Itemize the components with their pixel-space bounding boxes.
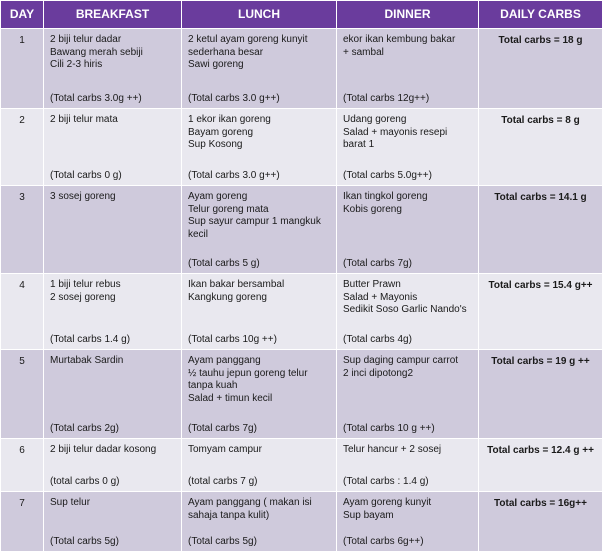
- breakfast-total-carbs: (Total carbs 3.0g ++): [50, 93, 177, 106]
- dinner-cell: [337, 439, 479, 492]
- lunch-total-carbs: (Total carbs 10g ++): [188, 334, 332, 347]
- lunch-total-carbs: (total carbs 7 g): [188, 476, 332, 489]
- table-row: [1, 109, 602, 186]
- breakfast-cell: [44, 29, 182, 109]
- breakfast-items: 3 sosej goreng: [50, 191, 177, 204]
- table-row: [1, 439, 602, 492]
- lunch-content: [188, 355, 332, 435]
- breakfast-items: Murtabak Sardin: [50, 355, 177, 368]
- breakfast-total-carbs: (Total carbs 0 g): [50, 170, 177, 183]
- lunch-content: [188, 34, 332, 105]
- header-day: DAY: [1, 1, 44, 29]
- breakfast-content: [50, 114, 177, 182]
- dinner-content: [343, 497, 474, 548]
- day-number: 5: [1, 350, 44, 439]
- day-number: 3: [1, 186, 44, 274]
- lunch-content: [188, 114, 332, 182]
- dinner-items: ekor ikan kembung bakar + sambal: [343, 34, 474, 59]
- dinner-total-carbs: (Total carbs 12g++): [343, 93, 474, 106]
- breakfast-total-carbs: (Total carbs 1.4 g): [50, 334, 177, 347]
- day-number: 6: [1, 439, 44, 492]
- lunch-total-carbs: (Total carbs 3.0 g++): [188, 93, 332, 106]
- breakfast-cell: [44, 274, 182, 350]
- dinner-total-carbs: (Total carbs 7g): [343, 258, 474, 271]
- dinner-total-carbs: (Total carbs 10 g ++): [343, 423, 474, 436]
- dinner-cell: [337, 350, 479, 439]
- day-number: 2: [1, 109, 44, 186]
- lunch-content: [188, 279, 332, 346]
- breakfast-items: Sup telur: [50, 497, 177, 510]
- breakfast-content: [50, 444, 177, 488]
- breakfast-cell: [44, 186, 182, 274]
- breakfast-cell: [44, 350, 182, 439]
- dinner-items: Udang goreng Salad + mayonis resepi barat 1: [343, 114, 474, 152]
- dinner-content: [343, 34, 474, 105]
- lunch-items: 1 ekor ikan goreng Bayam goreng Sup Kosong: [188, 114, 332, 152]
- dinner-total-carbs: (Total carbs 5.0g++): [343, 170, 474, 183]
- dinner-cell: [337, 109, 479, 186]
- dinner-content: [343, 279, 474, 346]
- breakfast-content: [50, 497, 177, 548]
- breakfast-total-carbs: (total carbs 0 g): [50, 476, 177, 489]
- lunch-content: [188, 497, 332, 548]
- dinner-content: [343, 444, 474, 488]
- lunch-content: [188, 191, 332, 270]
- daily-carbs-total: Total carbs = 16g++: [479, 492, 602, 552]
- table-row: [1, 274, 602, 350]
- breakfast-items: 1 biji telur rebus 2 sosej goreng: [50, 279, 177, 304]
- lunch-cell: [182, 186, 337, 274]
- header-row: [1, 1, 602, 29]
- lunch-cell: [182, 29, 337, 109]
- lunch-content: [188, 444, 332, 488]
- daily-carbs-total: Total carbs = 15.4 g++: [479, 274, 602, 350]
- dinner-cell: [337, 186, 479, 274]
- lunch-total-carbs: (Total carbs 5g): [188, 536, 332, 549]
- breakfast-content: [50, 191, 177, 270]
- lunch-cell: [182, 350, 337, 439]
- breakfast-cell: [44, 109, 182, 186]
- dinner-cell: [337, 492, 479, 552]
- breakfast-cell: [44, 492, 182, 552]
- lunch-cell: [182, 109, 337, 186]
- lunch-items: Ayam panggang ( makan isi sahaja tanpa kulit): [188, 497, 332, 522]
- table-row: [1, 186, 602, 274]
- daily-carbs-total: Total carbs = 8 g: [479, 109, 602, 186]
- breakfast-items: 2 biji telur dadar Bawang merah sebiji Cili 2-3 hiris: [50, 34, 177, 72]
- header-lunch: LUNCH: [182, 1, 337, 29]
- dinner-items: Butter Prawn Salad + Mayonis Sedikit Soso Garlic Nando's: [343, 279, 474, 317]
- breakfast-content: [50, 34, 177, 105]
- breakfast-total-carbs: (Total carbs 2g): [50, 423, 177, 436]
- day-number: 1: [1, 29, 44, 109]
- dinner-content: [343, 114, 474, 182]
- day-number: 7: [1, 492, 44, 552]
- dinner-content: [343, 191, 474, 270]
- lunch-total-carbs: (Total carbs 5 g): [188, 258, 332, 271]
- breakfast-content: [50, 279, 177, 346]
- daily-carbs-total: Total carbs = 19 g ++: [479, 350, 602, 439]
- header-dinner: DINNER: [337, 1, 479, 29]
- dinner-cell: [337, 29, 479, 109]
- daily-carbs-total: Total carbs = 18 g: [479, 29, 602, 109]
- dinner-items: Sup daging campur carrot 2 inci dipotong2: [343, 355, 474, 380]
- lunch-cell: [182, 492, 337, 552]
- lunch-items: Ikan bakar bersambal Kangkung goreng: [188, 279, 332, 304]
- lunch-cell: [182, 439, 337, 492]
- lunch-items: Ayam panggang ½ tauhu jepun goreng telur tanpa kuah Salad + timun kecil: [188, 355, 332, 405]
- breakfast-items: 2 biji telur dadar kosong: [50, 444, 177, 457]
- header-breakfast: BREAKFAST: [44, 1, 182, 29]
- breakfast-content: [50, 355, 177, 435]
- dinner-items: Ayam goreng kunyit Sup bayam: [343, 497, 474, 522]
- lunch-cell: [182, 274, 337, 350]
- dinner-total-carbs: (Total carbs 4g): [343, 334, 474, 347]
- lunch-total-carbs: (Total carbs 3.0 g++): [188, 170, 332, 183]
- breakfast-total-carbs: (Total carbs 5g): [50, 536, 177, 549]
- dinner-items: Ikan tingkol goreng Kobis goreng: [343, 191, 474, 216]
- dinner-total-carbs: (Total carbs 6g++): [343, 536, 474, 549]
- dinner-cell: [337, 274, 479, 350]
- dinner-content: [343, 355, 474, 435]
- daily-carbs-total: Total carbs = 12.4 g ++: [479, 439, 602, 492]
- breakfast-cell: [44, 439, 182, 492]
- dinner-total-carbs: (Total carbs : 1.4 g): [343, 476, 474, 489]
- daily-carbs-total: Total carbs = 14.1 g: [479, 186, 602, 274]
- header-daily-carbs: DAILY CARBS: [479, 1, 602, 29]
- table-row: [1, 350, 602, 439]
- lunch-items: Tomyam campur: [188, 444, 332, 457]
- lunch-items: 2 ketul ayam goreng kunyit sederhana besar Sawi goreng: [188, 34, 332, 72]
- breakfast-items: 2 biji telur mata: [50, 114, 177, 127]
- lunch-total-carbs: (Total carbs 7g): [188, 423, 332, 436]
- lunch-items: Ayam goreng Telur goreng mata Sup sayur campur 1 mangkuk kecil: [188, 191, 332, 241]
- table-row: [1, 29, 602, 109]
- day-number: 4: [1, 274, 44, 350]
- dinner-items: Telur hancur + 2 sosej: [343, 444, 474, 457]
- table-row: [1, 492, 602, 552]
